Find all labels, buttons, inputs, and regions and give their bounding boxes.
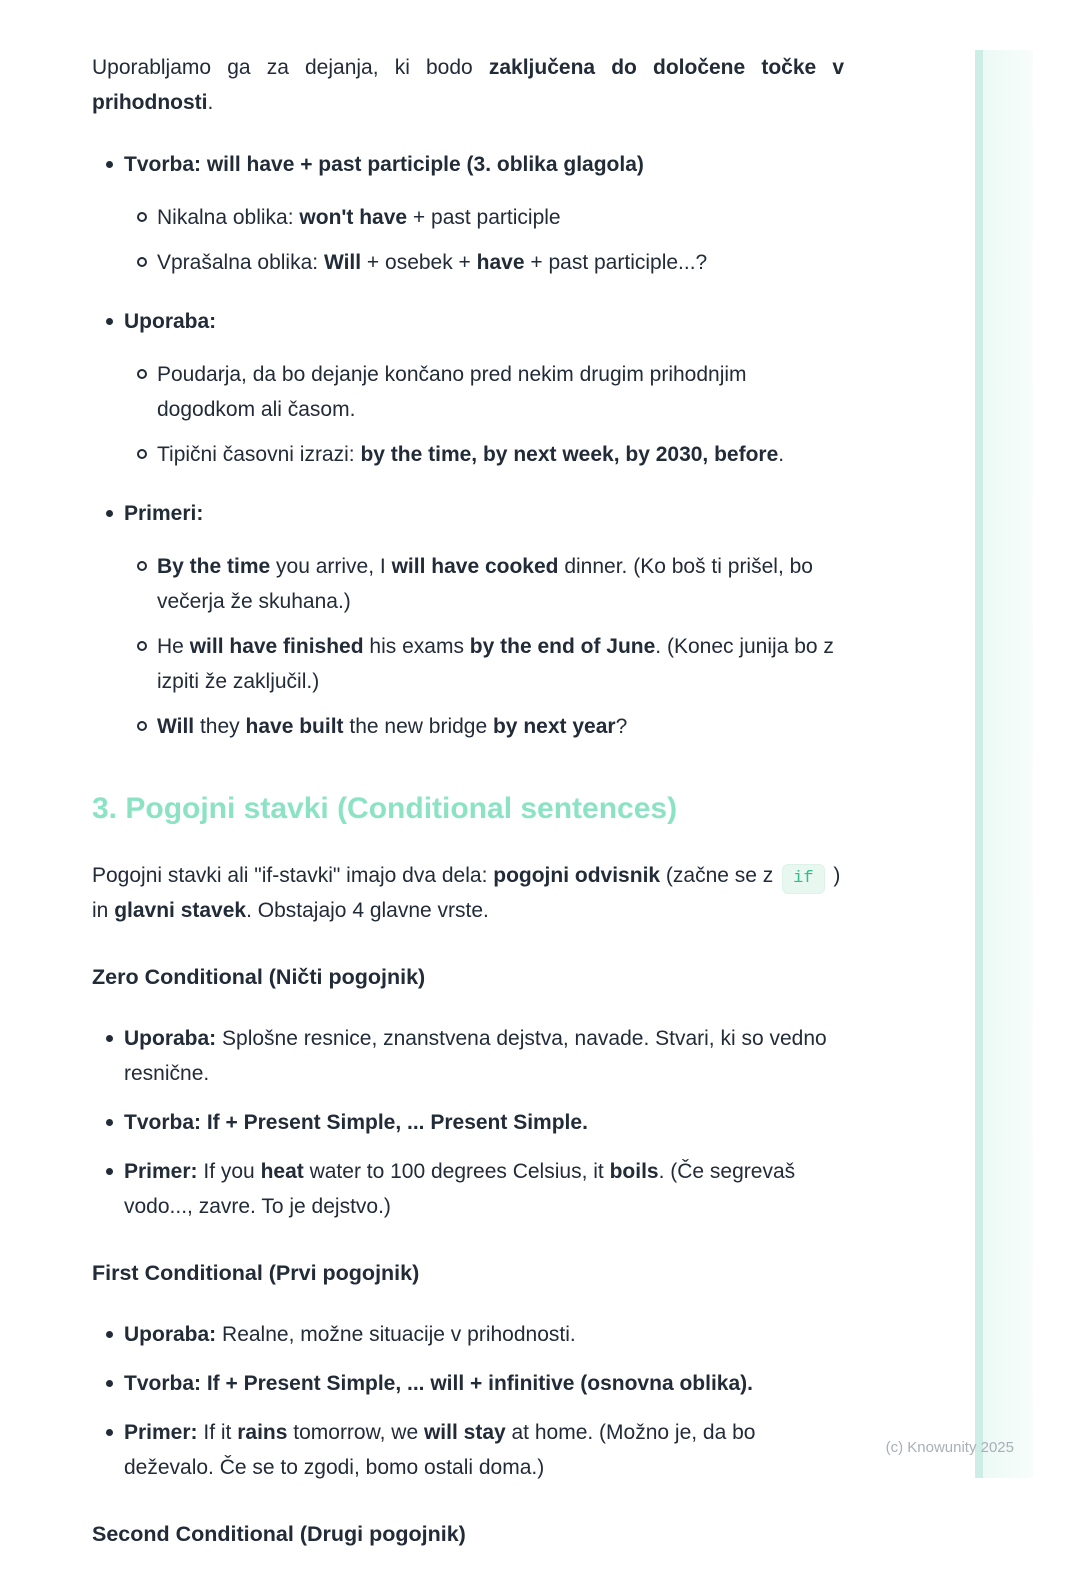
bullet-dot-icon <box>106 161 113 168</box>
text-run: Nikalna oblika: <box>157 206 300 229</box>
text-run: ) in <box>92 864 841 922</box>
text-run: you arrive, I <box>270 555 392 578</box>
list-item-text <box>157 709 844 744</box>
list-item <box>92 1317 844 1352</box>
list-item-text <box>124 1317 844 1352</box>
text-run: Poudarja, da bo dejanje končano pred nekim drugim prihodnjim dogodkom ali časom. <box>157 363 747 421</box>
bold-text-run: Primeri: <box>124 502 204 525</box>
bold-text-run: Tvorba: will have + past participle (3. oblika glagola) <box>124 153 644 176</box>
bold-text-run: Tvorba: If + Present Simple, ... will + infinitive (osnovna oblika). <box>124 1372 753 1395</box>
text-run: his exams <box>363 635 470 658</box>
list-item-text <box>157 357 844 427</box>
subsection-heading: Second Conditional (Drugi pogojnik) <box>92 1522 466 1546</box>
list-item-text <box>124 1105 844 1140</box>
paragraph <box>92 50 844 120</box>
text-run: He <box>157 635 190 658</box>
list-item-text <box>124 304 844 482</box>
bullet-list <box>92 1317 844 1485</box>
bullet-dot-icon <box>106 1429 113 1436</box>
bullet-circle-icon <box>137 369 147 379</box>
text-run: (začne se z <box>660 864 780 887</box>
text-run: If it <box>197 1421 238 1444</box>
bullet-dot-icon <box>106 1168 113 1175</box>
sub-bullet-list <box>124 200 844 280</box>
list-item <box>92 1154 844 1224</box>
sub-bullet-list <box>124 357 844 472</box>
subsection-heading: Zero Conditional (Ničti pogojnik) <box>92 965 426 989</box>
inline-code-chip: if <box>782 864 824 894</box>
sub-bullet-list <box>124 549 844 744</box>
bullet-list <box>92 147 844 754</box>
bullet-circle-icon <box>137 212 147 222</box>
list-item-text <box>124 496 844 754</box>
text-run: + osebek + <box>361 251 477 274</box>
bullet-dot-icon <box>106 1035 113 1042</box>
text-run: + past participle...? <box>524 251 708 274</box>
list-item <box>92 1366 844 1401</box>
list-item <box>92 1105 844 1140</box>
list-item <box>124 549 844 619</box>
bold-text-run: have built <box>245 715 344 738</box>
bold-text-run: heat <box>260 1160 304 1183</box>
text-run: water to 100 degrees Celsius, it <box>303 1160 610 1183</box>
bold-text-run: rains <box>237 1421 288 1444</box>
subsection-heading: First Conditional (Prvi pogojnik) <box>92 1261 420 1285</box>
list-item-text <box>124 1021 844 1091</box>
text-run: at home. (Možno je, da bo deževalo. Če se to zgodi, bomo ostali doma.) <box>124 1421 756 1479</box>
list-item <box>92 496 844 754</box>
bold-text-run: won't have <box>299 206 408 229</box>
list-item <box>124 245 844 280</box>
bold-text-run: have <box>476 251 525 274</box>
list-item-text <box>157 437 844 472</box>
text-run: . <box>207 91 214 114</box>
copyright-watermark: (c) Knowunity 2025 <box>885 1439 1014 1456</box>
bold-text-run: by the time, by next week, by 2030, before <box>360 443 779 466</box>
list-item <box>124 437 844 472</box>
bullet-dot-icon <box>106 1380 113 1387</box>
bold-text-run: will have finished <box>189 635 364 658</box>
bold-text-run: pogojni odvisnik <box>493 864 661 887</box>
list-item-text <box>157 549 844 619</box>
edge-highlight-strip <box>975 50 1033 1478</box>
bold-text-run: zaključena do določene točke v prihodnosti <box>92 56 844 114</box>
list-item-text <box>157 629 844 699</box>
bold-text-run: Will <box>323 251 362 274</box>
bold-text-run: Uporaba: <box>124 1323 217 1346</box>
bold-text-run: Tvorba: If + Present Simple, ... Present Simple. <box>124 1111 588 1134</box>
section-heading: 3. Pogojni stavki (Conditional sentences) <box>92 792 678 825</box>
text-run: tomorrow, we <box>287 1421 424 1444</box>
text-run: . <box>778 443 785 466</box>
text-run: Tipični časovni izrazi: <box>157 443 361 466</box>
text-run: they <box>194 715 246 738</box>
bullet-dot-icon <box>106 318 113 325</box>
bullet-dot-icon <box>106 1119 113 1126</box>
list-item-text <box>124 1415 844 1485</box>
list-item-text <box>124 1154 844 1224</box>
list-item <box>92 1415 844 1485</box>
bold-text-run: Uporaba: <box>124 1027 217 1050</box>
list-item <box>124 629 844 699</box>
bold-text-run: By the time <box>157 555 271 578</box>
bold-text-run: will have cooked <box>391 555 559 578</box>
text-run: . (Konec junija bo z izpiti že zaključil.) <box>157 635 834 693</box>
list-item <box>92 304 844 482</box>
text-run: If you <box>197 1160 261 1183</box>
bold-text-run: by next year <box>492 715 616 738</box>
text-run: Vprašalna oblika: <box>157 251 324 274</box>
list-item <box>124 357 844 427</box>
text-run: dinner. (Ko boš ti prišel, bo večerja že skuhana.) <box>157 555 813 613</box>
list-item <box>124 200 844 235</box>
bullet-circle-icon <box>137 721 147 731</box>
text-run: ? <box>615 715 628 738</box>
list-item-text <box>157 200 844 235</box>
list-item <box>92 147 844 290</box>
text-run: the new bridge <box>343 715 493 738</box>
bullet-circle-icon <box>137 561 147 571</box>
bold-text-run: boils <box>609 1160 659 1183</box>
list-item <box>124 709 844 744</box>
text-run: Uporabljamo ga za dejanja, ki bodo <box>92 56 489 79</box>
bold-text-run: by the end of June <box>469 635 656 658</box>
bold-text-run: glavni stavek <box>114 899 247 922</box>
text-run: Pogojni stavki ali "if-stavki" imajo dva dela: <box>92 864 494 887</box>
bullet-circle-icon <box>137 449 147 459</box>
bullet-circle-icon <box>137 641 147 651</box>
text-run: . Obstajajo 4 glavne vrste. <box>246 899 489 922</box>
text-run: + past participle <box>407 206 561 229</box>
list-item-text <box>157 245 844 280</box>
bold-text-run: Primer: <box>124 1160 198 1183</box>
text-run: Realne, možne situacije v prihodnosti. <box>216 1323 576 1346</box>
bullet-dot-icon <box>106 1331 113 1338</box>
text-run: Splošne resnice, znanstvena dejstva, navade. Stvari, ki so vedno resnične. <box>124 1027 827 1085</box>
bullet-dot-icon <box>106 510 113 517</box>
bold-text-run: will stay <box>423 1421 506 1444</box>
bold-text-run: Will <box>157 715 195 738</box>
bold-text-run: Primer: <box>124 1421 198 1444</box>
list-item-text <box>124 147 844 290</box>
list-item <box>92 1021 844 1091</box>
paragraph <box>92 858 844 928</box>
bullet-list <box>92 1021 844 1224</box>
list-item-text <box>124 1366 844 1401</box>
document-content <box>92 50 844 1578</box>
bullet-circle-icon <box>137 257 147 267</box>
bold-text-run: Uporaba: <box>124 310 217 333</box>
text-run: . (Če segrevaš vodo..., zavre. To je dejstvo.) <box>124 1160 796 1218</box>
